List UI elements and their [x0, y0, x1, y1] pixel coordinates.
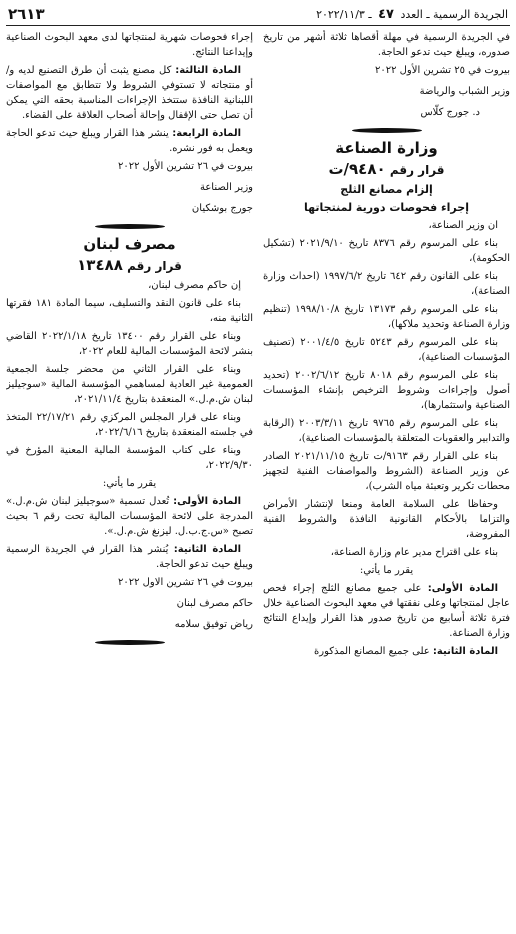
decree-num: ١٣٤٨٨: [77, 256, 123, 274]
article-3: [6, 63, 253, 123]
minister-title: وزير الصناعة: [199, 182, 253, 193]
article-text: يُنشر هذا القرار في الجريدة الرسمية ويبلغ حيث تدعو الحاجة.: [6, 544, 253, 570]
article-label: المادة الأولى:: [427, 583, 498, 594]
decree-num: ٩٤٨٠/ت: [328, 160, 386, 178]
article-label: المادة الثانية:: [432, 646, 498, 657]
section-divider: [95, 224, 165, 229]
page-columns: [6, 30, 510, 930]
issue-number: ٤٧: [378, 7, 394, 22]
governor-name: رياض توفيق سلامه: [174, 619, 253, 630]
section-title: وزارة الصناعة: [335, 139, 438, 157]
governor-title: حاكم مصرف لبنان: [176, 598, 253, 609]
opening-line: ان وزير الصناعة،: [428, 220, 498, 231]
recital: بناء على القانون رقم ٦٤٢ تاريخ ١٩٩٧/٦/٢ (احداث وزارة الصناعة)،: [263, 271, 510, 297]
article-4: [6, 126, 253, 156]
minister-title: وزير الشباب والرياضة: [419, 86, 510, 97]
intro-text: في الجريدة الرسمية في مهلة أقصاها ثلاثة أشهر من تاريخ صدوره، ويبلغ حيث تدعو الحاجة.: [263, 32, 510, 58]
decides-line: يقرر ما يأتي:: [359, 565, 414, 576]
journal-name: الجريدة الرسمية ـ العدد: [400, 8, 508, 21]
article-1: [6, 494, 253, 539]
recital: بناء على المرسوم رقم ١٣١٧٣ تاريخ ١٩٩٨/١٠/٨ (تنظيم وزارة الصناعة وتحديد ملاكها)،: [263, 304, 510, 330]
section-divider: [95, 640, 165, 645]
article-label: المادة الأولى:: [173, 496, 242, 507]
recital: بناء على المرسوم رقم ٨٣٧٦ تاريخ ٢٠٢١/٩/١٠ (تشكيل الحكومة)،: [263, 238, 510, 264]
place-date: بيروت في ٢٦ تشرين الاول ٢٠٢٢: [117, 577, 253, 588]
decree-number: [6, 258, 253, 274]
recital: وبناء على قرار المجلس المركزي رقم ٢٢/١٧/٢١ المتخذ في جلسته المنعقدة بتاريخ ٢٠٢٢/٦/١٦،: [6, 412, 253, 438]
article-text: على جميع المصانع المذكورة: [314, 646, 430, 657]
recital: بناء على المرسوم رقم ٩٧٦٥ تاريخ ٢٠٠٣/٣/١١ (الرقابة والتدابير والعقوبات المتعلقة بالمؤسسات الصناعية)،: [263, 418, 510, 444]
recital: بناء على المرسوم رقم ٥٢٤٣ تاريخ ٢٠٠١/٤/٥ (تصنيف المؤسسات الصناعية)،: [263, 337, 510, 363]
section-divider: [352, 128, 422, 133]
journal-title: [316, 7, 508, 22]
decides-line: يقرر ما يأتي:: [102, 478, 157, 489]
recital: بناء على اقتراح مدير عام وزارة الصناعة،: [330, 547, 498, 558]
issue-date: ـ ٢٠٢٢/١١/٣: [316, 8, 372, 21]
decree-heading: إجراء فحوصات دورية لمنتجاتها: [304, 201, 469, 214]
opening-line: إن حاكم مصرف لبنان،: [148, 280, 241, 291]
minister-name: جورج بوشكيان: [191, 203, 253, 214]
recital: وحفاظا على السلامة العامة ومنعا لإنتشار الأمراض والتزاما بالأحكام القانونية النافذة والشروط الفنية المفروضة،: [263, 499, 510, 540]
article-label: المادة الثالثة:: [175, 65, 241, 76]
minister-name: د. جورج كلّاس: [420, 107, 480, 118]
decree-heading: إلزام مصانع الثلج: [340, 183, 433, 196]
article-text: ينشر هذا القرار ويبلغ حيث تدعو الحاجة ويعمل به فور نشره.: [6, 128, 253, 154]
page-number: ٢٦١٣: [8, 5, 45, 23]
section-title: مصرف لبنان: [83, 235, 176, 253]
recital: بناء على قانون النقد والتسليف، سيما المادة ١٨١ فقرتها الثانية منه،: [6, 298, 253, 324]
decree-label: قرار رقم: [389, 163, 445, 177]
article-label: المادة الرابعة:: [172, 128, 242, 139]
decree-label: قرار رقم: [127, 259, 182, 273]
recital: بناء على المرسوم رقم ٨٠١٨ تاريخ ٢٠٠٢/٦/١٢ (تحديد أصول وإجراءات وشروط الترخيص بإنشاء المؤسسات الصناعية واستثمارها)،: [263, 370, 510, 411]
place-date: بيروت في ٢٥ تشرين الأول ٢٠٢٢: [374, 65, 510, 76]
page-header: [6, 6, 510, 26]
left-column: [6, 30, 253, 930]
recital: بناء على القرار رقم ٩١٦٣/ت تاريخ ٢٠٢١/١١/١٥ الصادر عن وزير الصناعة (الشروط والمواصفات الفنية لتجهيز محطات تكرير وتعبئة مياه الشرب)،: [263, 451, 510, 492]
article-text: تُعدل تسمية «سوجيليز لبنان ش.م.ل.» المدرجة على لائحة المؤسسات المالية تحت رقم ٦ بحيث تصبح «س.ج.ب.ل. ليزنغ ش.م.ل.».: [6, 496, 253, 537]
place-date: بيروت في ٢٦ تشرين الأول ٢٠٢٢: [117, 161, 253, 172]
article-text: على جميع مصانع الثلج إجراء فحص عاجل لمنتجاتها وعلى نفقتها في معهد البحوث الصناعية خلال فترة ثلاثة أسابيع من تاريخ صدور هذا القرار وإيداع النتائج وزارة الصناعة.: [263, 583, 510, 639]
article-label: المادة الثانية:: [173, 544, 242, 555]
article-2: [263, 644, 510, 659]
article-2: [6, 542, 253, 572]
recital: وبناء على القرار رقم ١٣٤٠٠ تاريخ ٢٠٢٢/١/١٨ القاضي بنشر لائحة المؤسسات المالية للعام ٢٠٢٢،: [6, 331, 253, 357]
continued-text: إجراء فحوصات شهرية لمنتجاتها لدى معهد البحوث الصناعية وإيداعنا النتائج.: [6, 32, 253, 58]
recital: وبناء على القرار الثاني من محضر جلسة الجمعية العمومية غير العادية لمساهمي المؤسسة المالية «سوجيليز لبنان ش.م.ل.» المنعقدة بتاريخ ٢٠٢١/١١/٤،: [6, 364, 253, 405]
article-text: كل مصنع يثبت أن طرق التصنيع لديه و/أو منتجاته لا تستوفي الشروط ولا تتطابق مع المواصفات اللبنانية النافذة ستتخذ الإجراءات المناسبة بحقه التي يمكن أن تصل حتى الإقفال وإحالة أصحاب العلاقة على القضاء.: [6, 65, 253, 121]
right-column: [263, 30, 510, 930]
article-1: [263, 581, 510, 641]
decree-number: [263, 162, 510, 178]
recital: وبناء على كتاب المؤسسة المالية المعنية المؤرخ في ٢٠٢٢/٩/٣٠،: [6, 445, 253, 471]
